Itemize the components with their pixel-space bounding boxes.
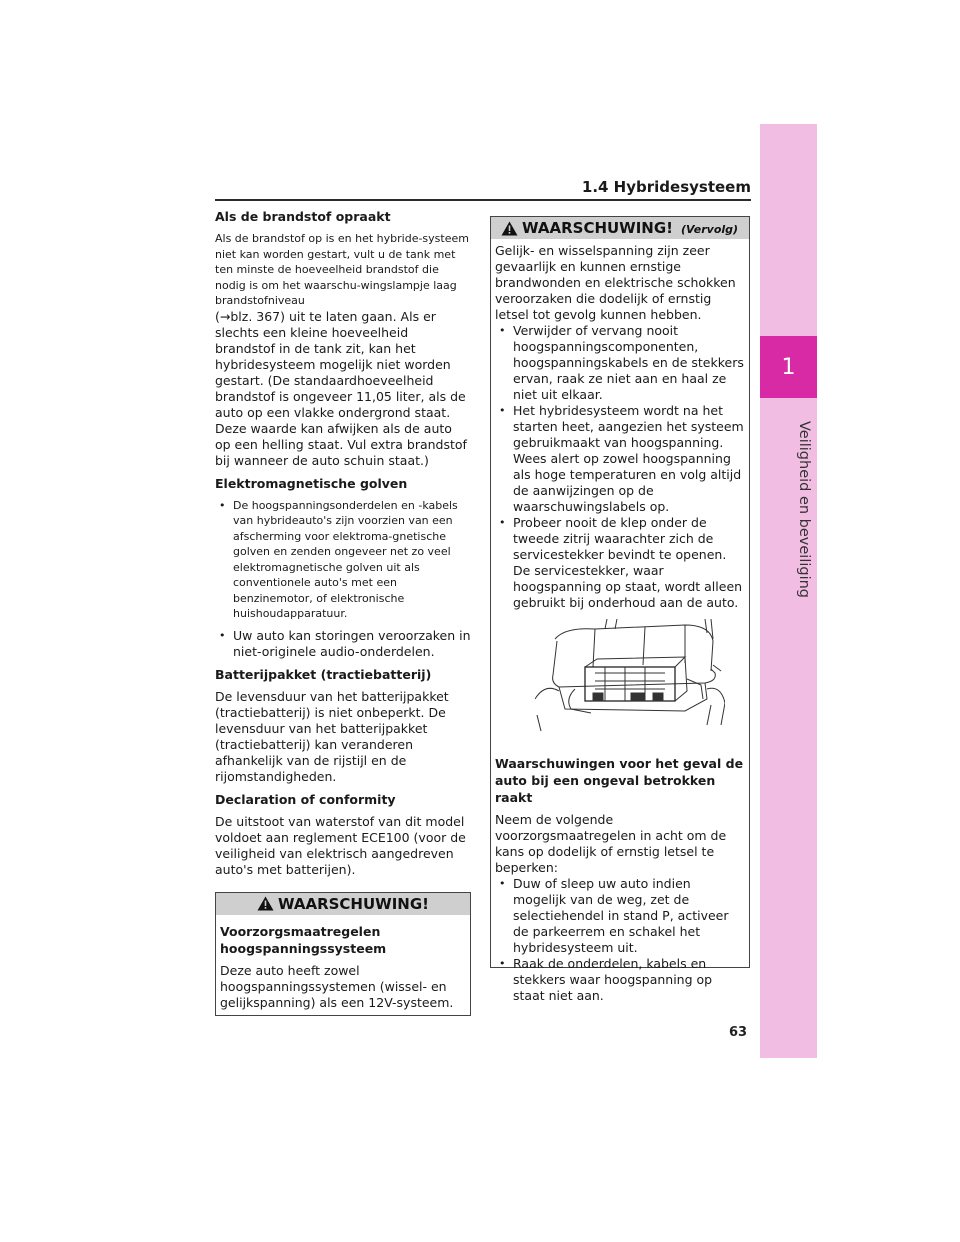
list-item: • Uw auto kan storingen veroorzaken in niet-originele audio-onderdelen. <box>215 628 471 660</box>
chapter-number-tab[interactable] <box>760 336 817 398</box>
list-item: • Probeer nooit de klep onder de tweede zitrij waarachter zich de servicestekker bevindt te openen. De servicestekker, waar hoogspanning op staat, wordt alleen gebruikt bij onderhoud aan de auto. <box>495 515 745 611</box>
warning-text: Deze auto heeft zowel hoogspanningssystemen (wissel- en gelijkspanning) als een 12V-systeem. <box>220 962 454 1010</box>
warning-triangle-icon <box>501 221 518 236</box>
continued-label: (Vervolg) <box>681 223 739 236</box>
fuel-text-body: (→blz. 367) uit te laten gaan. Als er slechts een kleine hoeveelheid brandstof in de tank zit, kan het hybridesysteem mogelijk niet worden gestart. (De standaardhoeveelheid brandstof is ongeveer 11,05 liter, als de auto op een vlakke ondergrond staat. Deze waarde kan afwijken als de auto op een helling staat. Vul extra brandstof bij wanneer de auto schuin staat.) <box>215 308 467 468</box>
warning-header-continued <box>491 217 749 239</box>
accident-warning-title: Waarschuwingen voor het geval de auto bij een ongeval betrokken raakt <box>495 756 744 805</box>
chapter-number: 1 <box>781 354 796 380</box>
accident-warning-text: Neem de volgende voorzorgsmaatregelen in acht om de kans op dodelijk of ernstig letsel te beperken: <box>495 812 727 875</box>
warning-body-right <box>491 239 749 1004</box>
em-waves-list <box>215 498 471 660</box>
warning-list <box>495 323 745 611</box>
battery-text: De levensduur van het batterijpakket (tractiebatterij) is niet onbeperkt. De levensduur van het batterijpakket (tractiebatterij) kan veranderen afhankelijk van de rijstijl en de rijomstandigheden. <box>215 688 449 784</box>
list-item: • Verwijder of vervang nooit hoogspanningscomponenten, hoogspanningskabels en de stekkers ervan, raak ze niet aan en haal ze niet uit elkaar. <box>495 323 745 403</box>
fuel-text-small: Als de brandstof op is en het hybride-systeem niet kan worden gestart, vult u de tank met ten minste de hoeveelheid brandstof die nodig is om het waarschu-wingslampje laag brandstofniveau <box>215 232 469 307</box>
warning-title: Voorzorgsmaatregelen hoogspanningssysteem <box>220 923 387 956</box>
header-divider <box>215 199 751 201</box>
section-title-battery: Batterijpakket (tractiebatterij) <box>215 666 432 682</box>
rear-seat-battery-illustration <box>535 619 725 745</box>
conformity-text: De uitstoot van waterstof van dit model voldoet aan reglement ECE100 (voor de veiligheid van elektrisch aangedreven auto's met batterijen). <box>215 813 466 877</box>
chapter-label: Veiligheid en beveiliging <box>796 421 812 599</box>
warning-body <box>216 915 470 1015</box>
warning-intro: Gelijk- en wisselspanning zijn zeer gevaarlijk en kunnen ernstige brandwonden en elektrische schokken veroorzaken die dodelijk of ernstig letsel tot gevolg kunnen hebben. <box>495 243 736 322</box>
section-header-title: 1.4 Hybridesysteem <box>581 178 751 196</box>
left-column <box>215 208 471 1016</box>
warning-label: WAARSCHUWING! <box>277 894 430 913</box>
section-title-em-waves: Elektromagnetische golven <box>215 475 408 491</box>
section-title-conformity: Declaration of conformity <box>215 791 396 807</box>
warning-box-left <box>215 892 471 1016</box>
list-item: • Raak de onderdelen, kabels en stekkers waar hoogspanning op staat niet aan. <box>495 956 745 1004</box>
page-number: 63 <box>729 1025 748 1040</box>
list-item: • Het hybridesysteem wordt na het starten heet, aangezien het systeem gebruikmaakt van hoogspanning. Wees alert op zowel hoogspanning als hoge temperaturen en volg altijd de aanwijzingen op de waarschuwingslabels op. <box>495 403 745 515</box>
list-item: • Duw of sleep uw auto indien mogelijk van de weg, zet de selectiehendel in stand P, activeer de parkeerrem en schakel het hybridesysteem uit. <box>495 876 745 956</box>
accident-warning-list <box>495 876 745 1004</box>
warning-label: WAARSCHUWING! <box>522 219 674 237</box>
section-title-fuel: Als de brandstof opraakt <box>215 209 391 224</box>
warning-box-right <box>490 216 750 1003</box>
warning-header <box>216 893 470 915</box>
warning-triangle-icon <box>257 896 274 911</box>
list-item: • De hoogspanningsonderdelen en -kabels van hybrideauto's zijn voorzien van een afscherming voor elektroma-gnetische golven en zenden ongeveer net zo veel elektromagnetische golven uit als conventionele auto's met een benzinemotor, of elektronische huishoudapparatuur. <box>215 498 471 622</box>
